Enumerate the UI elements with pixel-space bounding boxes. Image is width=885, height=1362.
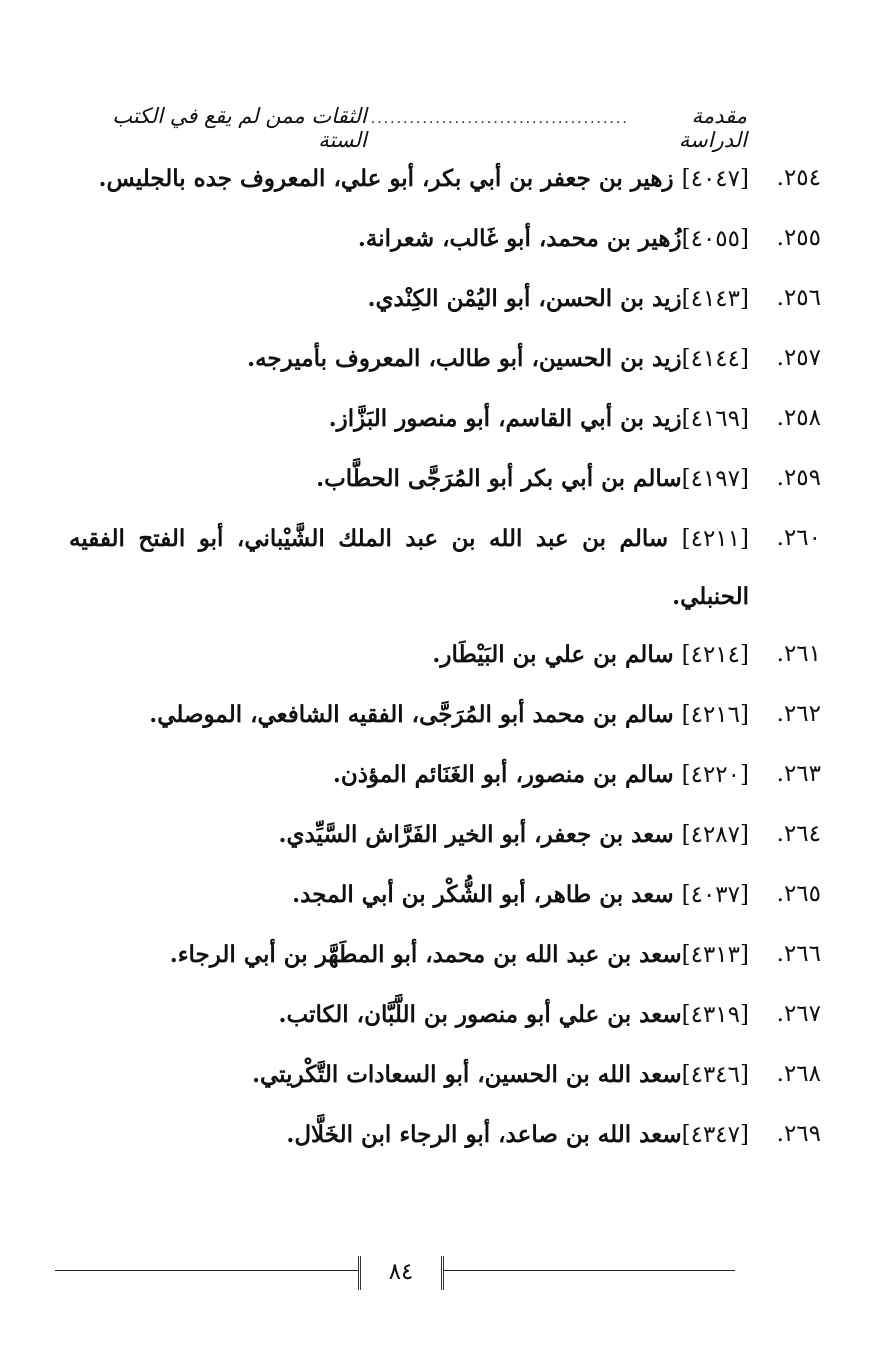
list-item <box>69 270 821 330</box>
entry-text: سعد بن علي أبو منصور بن اللَّبَّان، الكاتب. <box>278 1001 682 1028</box>
list-item <box>69 686 821 746</box>
entry-reference: [٤٣١٣] <box>681 942 749 968</box>
page-number: ٨٤ <box>358 1256 444 1290</box>
list-item <box>69 746 821 806</box>
entry-reference: [٤٢٢٠] <box>681 762 749 788</box>
entry-text: سعد بن طاهر، أبو الشُّكْر بن أبي المجد. <box>292 881 682 908</box>
entry-number: ٢٥٤. <box>776 165 821 191</box>
entry-text: زيد بن أبي القاسم، أبو منصور البَزَّاز. <box>328 405 682 432</box>
entry-reference: [٤١٩٧] <box>681 466 749 492</box>
entry-text: سعد الله بن صاعد، أبو الرجاء ابن الخَلَّال. <box>286 1121 682 1148</box>
list-item <box>69 866 821 926</box>
entry-text: سالم بن محمد أبو المُرَجَّى، الفقيه الشافعي، الموصلي. <box>149 701 682 728</box>
entry-reference: [٤٢١٦] <box>681 702 749 728</box>
entry-text: زيد بن الحسن، أبو اليُمْن الكِنْدي. <box>367 285 682 312</box>
list-item <box>69 926 821 986</box>
entry-reference: [٤١٤٣] <box>681 286 749 312</box>
entry-number: ٢٦٩. <box>776 1121 821 1147</box>
entry-reference: [٤١٤٤] <box>681 346 749 372</box>
entry-number: ٢٦٢. <box>776 701 821 727</box>
entry-number: ٢٦٨. <box>776 1061 821 1087</box>
list-item <box>69 1046 821 1106</box>
entry-text: سالم بن أبي بكر أبو المُرَجَّى الحطَّاب. <box>316 465 682 492</box>
header-leader-dots: ........................................ <box>370 111 629 127</box>
entry-text: سالم بن عبد الله بن عبد الملك الشَّيْباني، أبو الفتح الفقيه الحنبلي. <box>69 525 749 610</box>
entry-reference: [٤١٦٩] <box>681 406 749 432</box>
entry-text: سعد بن عبد الله بن محمد، أبو المطَهَّر بن أبي الرجاء. <box>169 941 682 968</box>
entry-text: سعد الله بن الحسين، أبو السعادات التَّكْريتي. <box>252 1061 682 1088</box>
header-book-title: الثقات ممن لم يقع في الكتب الستة <box>112 104 367 152</box>
entry-number: ٢٦١. <box>776 641 821 667</box>
entry-text: زيد بن الحسين، أبو طالب، المعروف بأميرجه. <box>247 345 682 372</box>
entry-text: زُهير بن محمد، أبو غَالب، شعرانة. <box>357 225 682 252</box>
entry-number: ٢٥٦. <box>776 285 821 311</box>
entry-reference: [٤٠٥٥] <box>681 226 749 252</box>
list-item <box>69 510 821 626</box>
list-item <box>69 150 821 210</box>
list-item <box>69 1106 821 1166</box>
list-item <box>69 626 821 686</box>
entry-reference: [٤٣٤٦] <box>681 1062 749 1088</box>
entry-number: ٢٦٦. <box>776 941 821 967</box>
entry-number: ٢٦٤. <box>776 821 821 847</box>
list-item <box>69 806 821 866</box>
entry-reference: [٤٢١١] <box>681 526 749 552</box>
list-item <box>69 986 821 1046</box>
entry-reference: [٤٠٣٧] <box>681 882 749 908</box>
entry-number: ٢٦٧. <box>776 1001 821 1027</box>
entry-reference: [٤٢٨٧] <box>681 822 749 848</box>
entry-reference: [٤٣٤٧] <box>681 1122 749 1148</box>
running-header <box>95 104 747 152</box>
list-item <box>69 210 821 270</box>
header-section-title: مقدمة الدراسة <box>678 104 747 152</box>
entry-number: ٢٦٣. <box>776 761 821 787</box>
list-item <box>69 450 821 510</box>
entry-text: سعد بن جعفر، أبو الخير الفَرَّاش السَّيِّدي. <box>278 821 682 848</box>
entry-reference: [٤٢١٤] <box>681 642 749 668</box>
entry-number: ٢٦٥. <box>776 881 821 907</box>
entry-number: ٢٥٧. <box>776 345 821 371</box>
entry-reference: [٤٠٤٧] <box>681 166 749 192</box>
entry-number: ٢٦٠. <box>776 525 821 551</box>
entry-number: ٢٥٩. <box>776 465 821 491</box>
entry-text: زهير بن جعفر بن أبي بكر، أبو علي، المعروف جده بالجليس. <box>98 165 682 192</box>
entry-reference: [٤٣١٩] <box>681 1002 749 1028</box>
entry-text: سالم بن منصور، أبو الغَنَائم المؤذن. <box>332 761 682 788</box>
narrator-list <box>69 150 821 1166</box>
list-item <box>69 390 821 450</box>
entry-text: سالم بن علي بن البَيْطَار. <box>432 641 682 668</box>
list-item <box>69 330 821 390</box>
entry-number: ٢٥٥. <box>776 225 821 251</box>
entry-number: ٢٥٨. <box>776 405 821 431</box>
